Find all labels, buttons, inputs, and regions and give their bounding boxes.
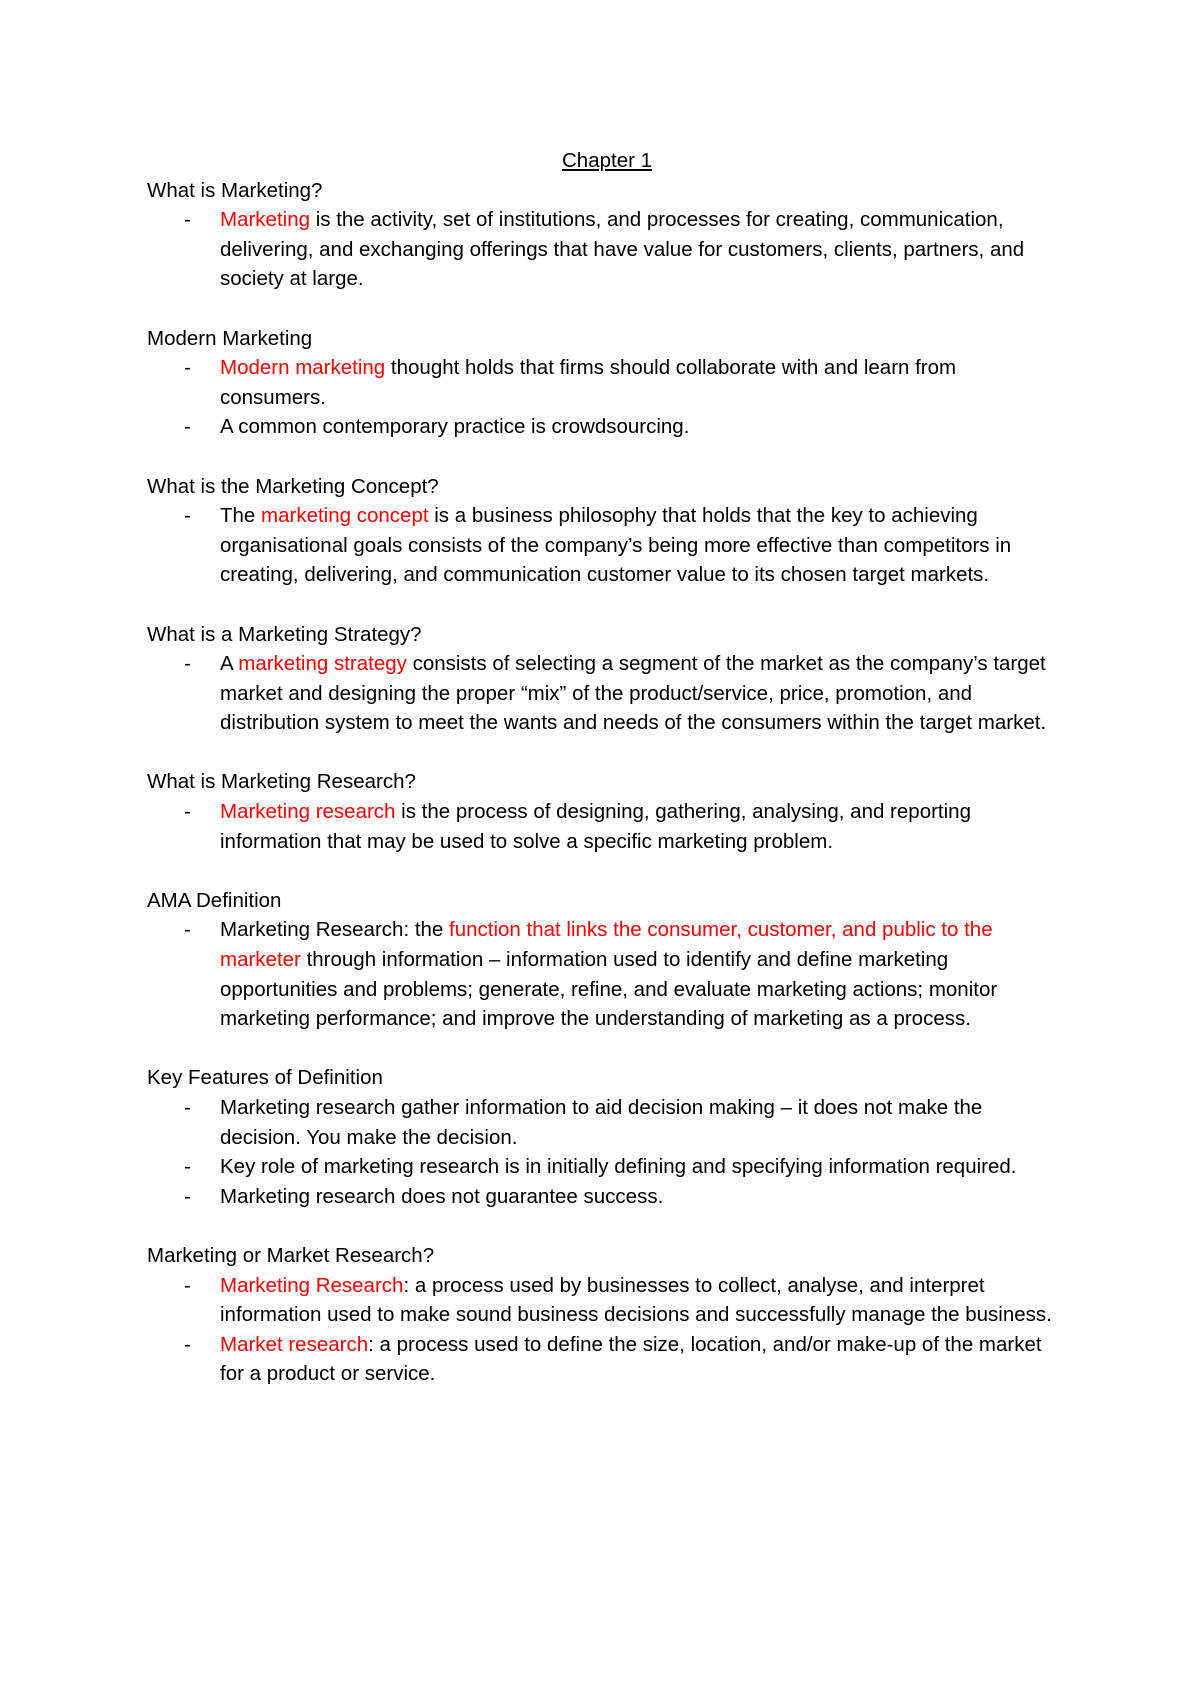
bullet-text: thought holds that firms should collaborate with and learn from consumers.: [220, 356, 957, 409]
bullet-dash-icon: -: [184, 415, 191, 439]
bullet-text: A common contemporary practice is crowdsourcing.: [220, 415, 690, 439]
bullet-list: [147, 915, 1067, 1033]
bullet-text: The: [220, 504, 262, 528]
bullet-item: [147, 1093, 1067, 1152]
bullet-dash-icon: -: [184, 800, 191, 824]
section-spacer: [147, 1034, 1067, 1064]
highlighted-term: Marketing: [220, 208, 311, 232]
bullet-item: [147, 1182, 1067, 1212]
bullet-dash-icon: -: [184, 208, 191, 232]
bullet-text: Marketing Research: the: [220, 918, 450, 942]
bullet-list: [147, 797, 1067, 856]
bullet-list: [147, 353, 1067, 442]
bullet-dash-icon: -: [184, 504, 191, 528]
section: [147, 767, 1067, 856]
section: [147, 1063, 1067, 1211]
highlighted-term: Market research: [220, 1332, 369, 1356]
bullet-item: [147, 797, 1067, 856]
highlighted-term: Marketing research: [220, 800, 396, 824]
section: [147, 620, 1067, 738]
section-spacer: [147, 442, 1067, 472]
highlighted-term: function that links the consumer, customer, and public to the marketer: [220, 918, 993, 972]
highlighted-term: marketing strategy: [238, 652, 407, 676]
bullet-text: Key role of marketing research is in initially defining and specifying information required.: [220, 1155, 1017, 1179]
section-spacer: [147, 1211, 1067, 1241]
highlighted-term: marketing concept: [261, 504, 429, 528]
bullet-text: consists of selecting a segment of the market as the company’s target market and designing the proper “mix” of the product/service, price, promotion, and distribution system to meet the wants and needs of the consumers within the target market.: [220, 652, 1047, 735]
bullet-item: [147, 205, 1067, 294]
bullet-dash-icon: -: [184, 652, 191, 676]
bullet-text: is a business philosophy that holds that the key to achieving organisational goals consists of the company’s being more effective than competitors in creating, delivering, and communication customer value to its chosen target markets.: [220, 504, 1012, 587]
section-heading: AMA Definition: [147, 888, 282, 912]
section-heading: Modern Marketing: [147, 326, 313, 350]
bullet-list: [147, 649, 1067, 738]
section: [147, 1241, 1067, 1389]
bullet-item: [147, 412, 1067, 442]
section: [147, 324, 1067, 442]
bullet-list: [147, 205, 1067, 294]
bullet-dash-icon: -: [184, 1096, 191, 1119]
section-heading: Marketing or Market Research?: [147, 1243, 435, 1267]
bullet-list: [147, 1093, 1067, 1211]
highlighted-term: Modern marketing: [220, 356, 386, 380]
bullet-text: A: [220, 652, 239, 676]
bullet-text: Marketing research does not guarantee success.: [220, 1184, 664, 1208]
section-heading: What is the Marketing Concept?: [147, 474, 439, 498]
section-heading: Key Features of Definition: [147, 1066, 383, 1090]
bullet-item: [147, 915, 1067, 1033]
section-heading: What is a Marketing Strategy?: [147, 622, 422, 646]
section-spacer: [147, 590, 1067, 620]
section-spacer: [147, 856, 1067, 886]
bullet-text: : a process used by businesses to collect, analyse, and interpret information used to make sound business decisions and successfully manage the business.: [220, 1273, 1052, 1327]
bullet-item: [147, 501, 1067, 590]
section: [147, 472, 1067, 590]
bullet-dash-icon: -: [184, 1273, 191, 1297]
section-spacer: [147, 738, 1067, 768]
section-heading: What is Marketing Research?: [147, 770, 416, 794]
bullet-item: [147, 1152, 1067, 1182]
bullet-item: [147, 353, 1067, 412]
bullet-dash-icon: -: [184, 1184, 191, 1208]
bullet-text: is the activity, set of institutions, and processes for creating, communication, delivering, and exchanging offerings that have value for customers, clients, partners, and society at large.: [220, 208, 1025, 291]
bullet-item: [147, 1271, 1067, 1330]
document-page: [147, 146, 1067, 1389]
bullet-dash-icon: -: [184, 1332, 191, 1356]
section: [147, 886, 1067, 1034]
section-heading: What is Marketing?: [147, 178, 323, 202]
bullet-text: is the process of designing, gathering, analysing, and reporting information that may be used to solve a specific marketing problem.: [220, 800, 971, 853]
section: [147, 176, 1067, 294]
highlighted-term: Marketing Research: [220, 1273, 404, 1297]
document-title: Chapter 1: [561, 149, 653, 172]
bullet-text: Marketing research gather information to aid decision making – it does not make the decision. You make the decision.: [220, 1096, 983, 1149]
section-spacer: [147, 294, 1067, 324]
document-body: [147, 176, 1067, 1389]
bullet-text: : a process used to define the size, location, and/or make-up of the market for a product or service.: [220, 1332, 1042, 1386]
bullet-dash-icon: -: [184, 356, 191, 380]
bullet-dash-icon: -: [184, 918, 191, 942]
bullet-item: [147, 649, 1067, 738]
bullet-text: through information – information used to identify and define marketing opportunities and problems; generate, refine, and evaluate marketing actions; monitor marketing performance; and improve the understanding of marketing as a process.: [220, 948, 998, 1031]
bullet-dash-icon: -: [184, 1155, 191, 1179]
bullet-list: [147, 1271, 1067, 1389]
bullet-item: [147, 1330, 1067, 1389]
bullet-list: [147, 501, 1067, 590]
